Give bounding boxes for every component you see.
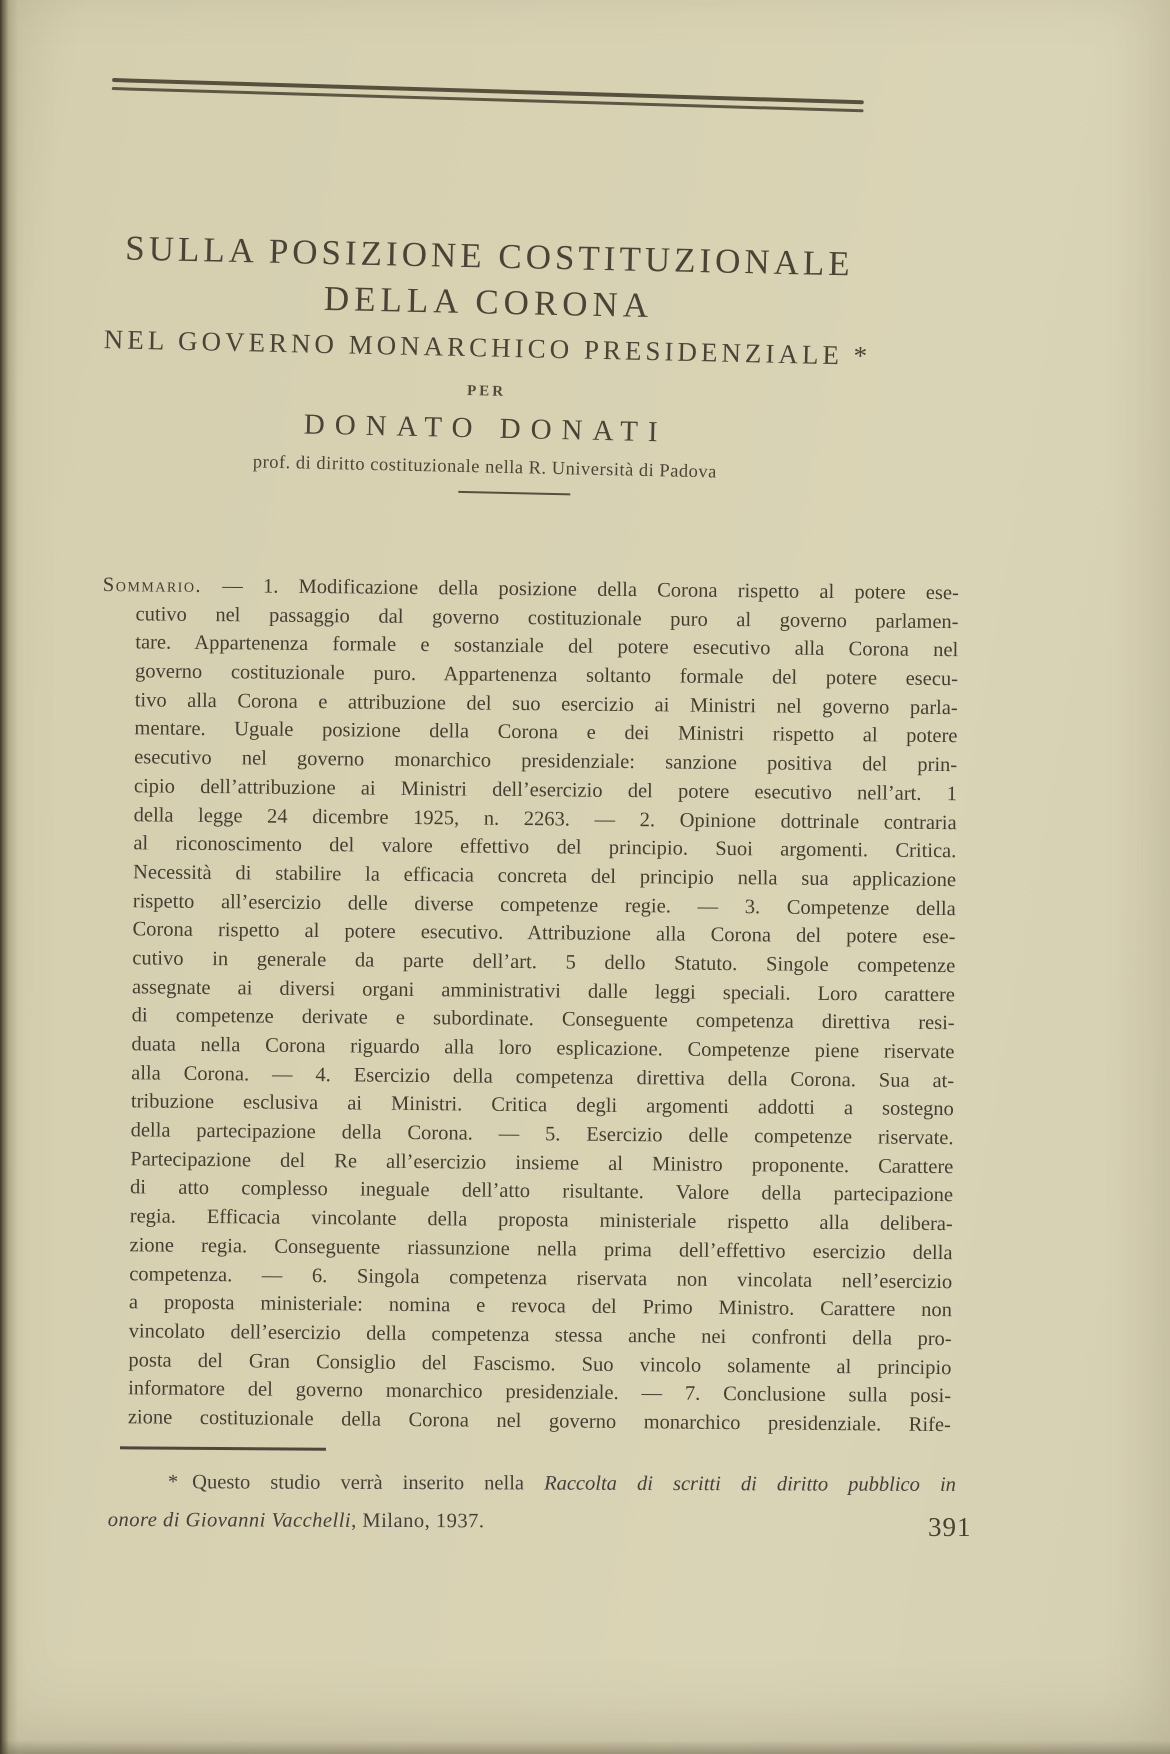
page-bottom-edge-shadow [0,1740,1170,1754]
sommario-line: di atto complesso ineguale dell’atto risultante. Valore della partecipazione [129,1176,954,1207]
sommario-line: della partecipazione della Corona. — 5. Esercizio delle competenze riservate. [130,1119,954,1150]
page-number: 391 [928,1512,972,1542]
sommario-line: informatore del governo monarchico presidenziale. — 7. Conclusione sulla posi- [128,1377,952,1408]
page-left-edge-shadow [0,0,26,1754]
sommario-line-text: — 1. Modificazione della posizione della Corona rispetto al potere ese- [222,575,959,605]
sommario-line: posta del Gran Consiglio del Fascismo. Suo vincolo solamente al principio [128,1348,952,1379]
sommario-line: zione costituzionale della Corona nel governo monarchico presidenziale. Rife- [127,1406,951,1437]
footnote-line-2 [108,1505,956,1538]
footnote-text-italic: onore di Giovanni Vacchelli [107,1508,352,1532]
sommario-line: al riconoscimento del valore effettivo del principio. Suoi argomenti. Critica. [133,832,957,863]
title-block [94,228,879,502]
affiliation-rule [458,491,570,495]
footnote-text-italic: Raccolta di scritti di diritto pubblico in [544,1472,956,1496]
header-double-rule [112,78,864,112]
sommario-line: cipio dell’attribuzione ai Ministri dell’esercizio del potere esecutivo nell’art. 1 [133,775,958,806]
sommario-line: tare. Appartenenza formale e sostanziale del potere esecutivo alla Corona nel [135,631,959,662]
footnote-marker: * [167,1471,179,1494]
article-title-line-1: SULLA POSIZIONE COSTITUZIONALE [124,228,855,284]
sommario-line: competenza. — 6. Singola competenza riservata non vincolata nell’esercizio [129,1262,953,1293]
sommario-line: Corona rispetto al potere esecutivo. Attribuzione alla Corona del potere ese- [132,918,956,949]
author-affiliation: prof. di diritto costituzionale nella R. Università di Padova [252,452,718,483]
sommario-line: della legge 24 dicembre 1925, n. 2263. — 2. Opinione dottrinale contraria [133,803,957,834]
sommario-line: cutivo nel passaggio dal governo costituzionale puro al governo parlamen- [135,603,959,633]
footnote [108,1467,956,1538]
footnote-text-roman: , Milano, 1937. [351,1509,485,1533]
sommario-section [95,571,959,1440]
sommario-line: alla Corona. — 4. Esercizio della competenza direttiva della Corona. Sua at- [131,1061,955,1092]
sommario-line: Necessità di stabilire la efficacia concreta del principio nella sua applicazione [133,861,957,892]
sommario-line: Partecipazione del Re all’esercizio insieme al Ministro proponente. Carattere [130,1148,954,1178]
footnote-separator-rule [120,1446,326,1450]
sommario-line: tribuzione esclusiva ai Ministri. Critica degli argomenti addotti a sostegno [130,1090,954,1121]
sommario-line: tivo alla Corona e attribuzione del suo esercizio ai Ministri nel governo parla- [134,689,958,719]
sommario-line: rispetto all’esercizio delle diverse competenze regie. — 3. Competenze della [132,889,956,920]
article-title-line-2: DELLA CORONA [323,278,654,326]
sommario-line: cutivo in generale da parte dell’art. 5 dello Statuto. Singole competenze [132,947,956,978]
article-title-line-3: NEL GOVERNO MONARCHICO PRESIDENZIALE * [103,324,872,371]
byline-per: PER [466,383,507,400]
sommario-line: mentare. Uguale posizione della Corona e dei Ministri rispetto al potere [134,717,958,748]
author-name: DONATO DONATI [303,408,668,449]
sommario-line: esecutivo nel governo monarchico presidenziale: sanzione positiva del prin- [134,746,958,777]
sommario-line: di competenze derivate e subordinate. Conseguente competenza direttiva resi- [131,1004,955,1035]
footnote-text-roman: Questo studio verrà inserito nella [192,1471,545,1495]
sommario-line: governo costituzionale puro. Appartenenza soltanto formale del potere esecu- [134,660,959,691]
sommario-line: regia. Efficacia vincolante della proposta ministeriale rispetto alla delibera- [129,1205,953,1236]
sommario-label: Sommario. [102,573,203,597]
sommario-line: vincolato dell’esercizio della competenza stessa anche nei confronti della pro- [128,1320,952,1351]
sommario-line: duata nella Corona riguardo alla loro esplicazione. Competenze piene riservate [131,1033,955,1064]
sommario-line: assegnate ai diversi organi amministrativi dalle leggi speciali. Loro carattere [131,975,956,1006]
sommario-line: zione regia. Conseguente riassunzione nella prima dell’effettivo esercizio della [129,1234,953,1264]
sommario-line: a proposta ministeriale: nomina e revoca del Primo Ministro. Carattere non [128,1291,953,1322]
footnote-line-1 [108,1467,956,1500]
